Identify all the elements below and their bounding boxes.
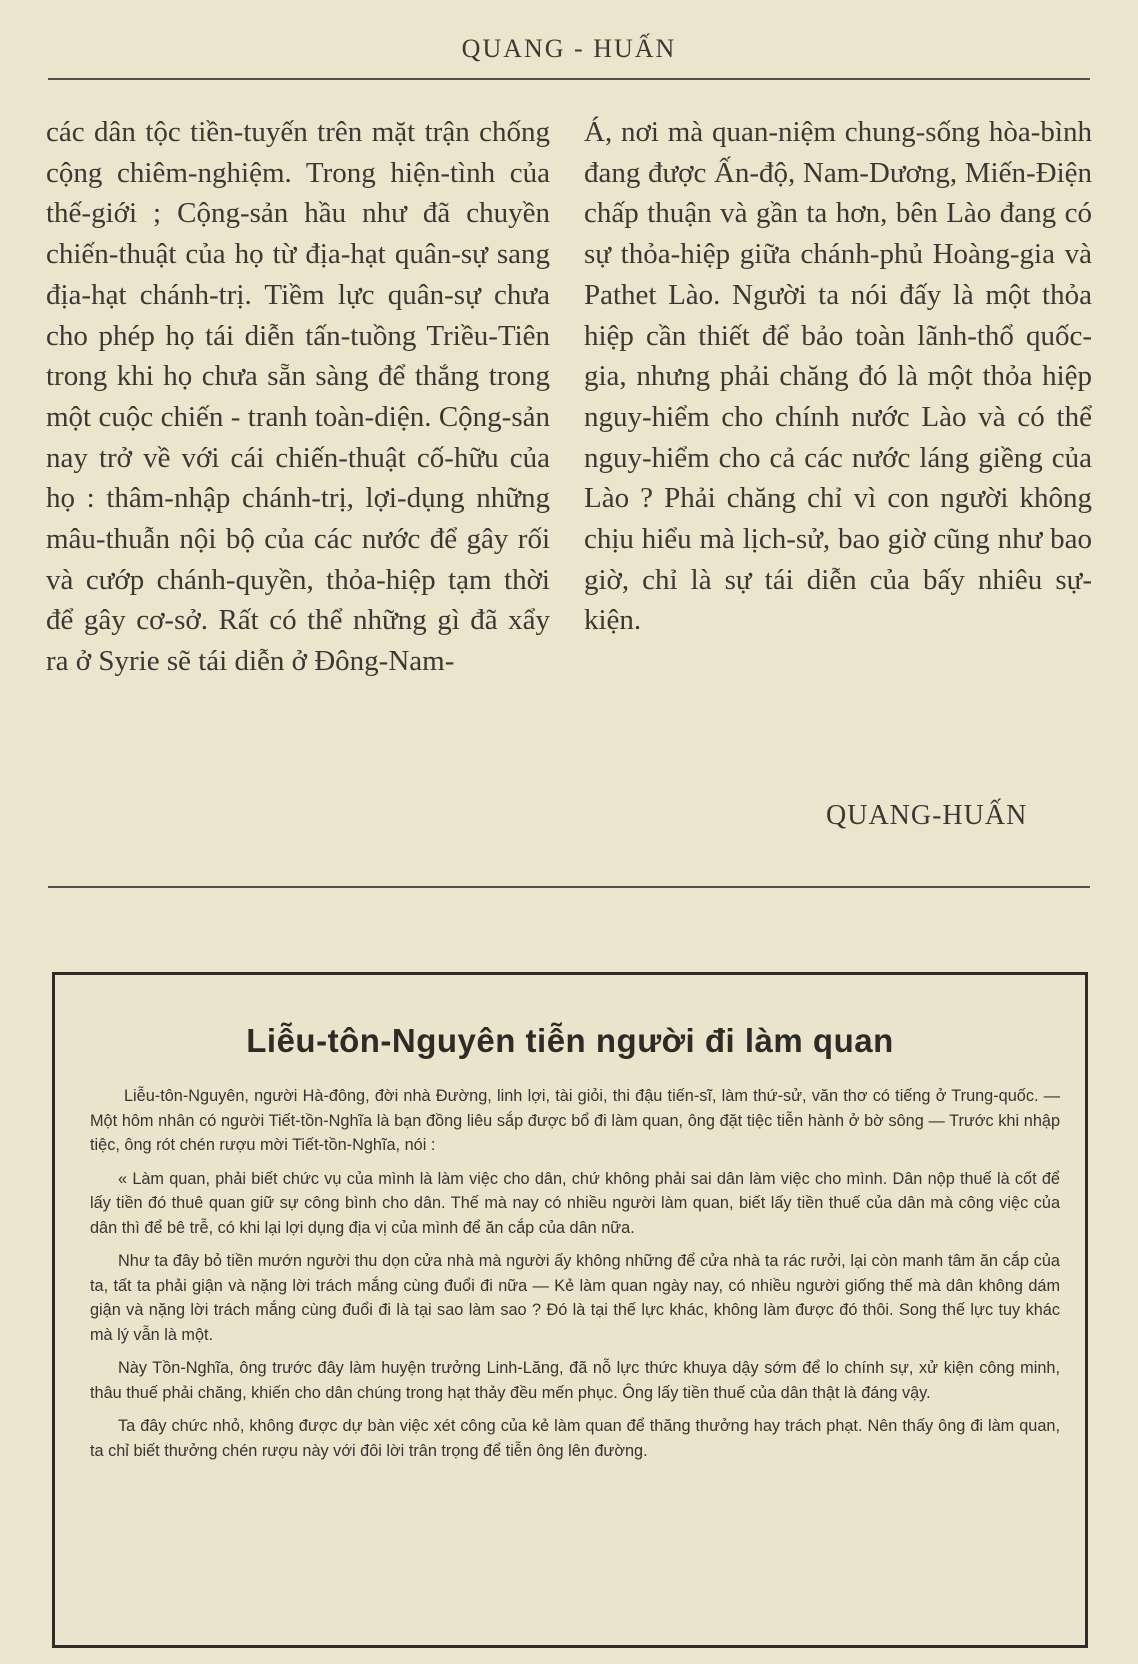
- boxed-story-paragraph: Ta đây chức nhỏ, không được dự bàn việc xét công của kẻ làm quan để thăng thưởng hay trách phạt. Nên thấy ông đi làm quan, ta chỉ biết thưởng chén rượu này với đôi lời trân trọng để tiễn ông lên đường.: [90, 1417, 1060, 1460]
- running-head-title: QUANG - HUẤN: [461, 34, 677, 63]
- article-column-right: [584, 112, 1092, 641]
- boxed-story-body: [90, 1084, 1060, 1472]
- article-text-right: Á, nơi mà quan-niệm chung-sống hòa-bình đang được Ấn-độ, Nam-Dương, Miến-Điện chấp thuận và gần ta hơn, bên Lào đang có sự thỏa-hiệp giữa chánh-phủ Hoàng-gia và Pathet Lào. Người ta nói đấy là một thỏa hiệp cần thiết để bảo toàn lãnh-thổ quốc-gia, nhưng phải chăng đó là một thỏa hiệp nguy-hiểm cho chính nước Lào và có thể nguy-hiểm cho cả các nước láng giềng của Lào ? Phải chăng chỉ vì con người không chịu hiểu mà lịch-sử, bao giờ cũng như bao giờ, chỉ là sự tái diễn của bấy nhiêu sự-kiện.: [584, 116, 1092, 637]
- article-column-left: [46, 112, 550, 682]
- boxed-story-paragraph: Liễu-tôn-Nguyên, người Hà-đông, đời nhà Đường, linh lợi, tài giỏi, thi đậu tiến-sĩ, làm thứ-sử, văn thơ có tiếng ở Trung-quốc. — Một hôm nhân có người Tiết-tồn-Nghĩa là bạn đồng liêu sắp được bổ đi làm quan, ông đặt tiệc tiễn hành ở bờ sông — Trước khi nhập tiệc, ông rót chén rượu mời Tiết-tồn-Nghĩa, nói :: [90, 1087, 1060, 1154]
- boxed-story-paragraph: « Làm quan, phải biết chức vụ của mình là làm việc cho dân, chứ không phải sai dân làm việc cho mình. Dân nộp thuế là cốt để lấy tiền đó thuê quan giữ sự công bình cho dân. Thế mà nay có nhiều người làm quan, biết lấy tiền thuế của dân mà công việc của dân thì để bê trễ, có khi lại lợi dụng địa vị của mình để ăn cắp của dân nữa.: [90, 1169, 1060, 1237]
- section-divider: [48, 886, 1090, 888]
- header-rule: [48, 78, 1090, 80]
- boxed-story-paragraph: Như ta đây bỏ tiền mướn người thu dọn cửa nhà mà người ấy không những để cửa nhà ta rác rưởi, lại còn manh tâm ăn cắp của ta, tất ta phải giận và nặng lời trách mắng cùng đuổi đi nữa — Kẻ làm quan ngày nay, có nhiều người giống thế mà dân không dám giận và nặng lời trách mắng cùng đuổi đi là tại sao làm sao ? Đó là tại thế lực khác, không làm được đó thôi. Song thế lực tuy khác mà lý vẫn là một.: [90, 1252, 1060, 1344]
- author-signature: QUANG-HUẤN: [826, 800, 1028, 831]
- boxed-story-title: Liễu-tôn-Nguyên tiễn người đi làm quan: [246, 1022, 894, 1059]
- article-text-left: các dân tộc tiền-tuyến trên mặt trận chống cộng chiêm-nghiệm. Trong hiện-tình của thế-giới ; Cộng-sản hầu như đã chuyền chiến-thuật của họ từ địa-hạt quân-sự sang địa-hạt chánh-trị. Tiềm lực quân-sự chưa cho phép họ tái diễn tấn-tuồng Triều-Tiên trong khi họ chưa sẵn sàng để thắng trong một cuộc chiến - tranh toàn-diện. Cộng-sản nay trở về với cái chiến-thuật cố-hữu của họ : thâm-nhập chánh-trị, lợi-dụng những mâu-thuẫn nội bộ của các nước để gây rối và cướp chánh-quyền, thỏa-hiệp tạm thời để gây cơ-sở. Rất có thể những gì đã xẩy ra ở Syrie sẽ tái diễn ở Đông-Nam-: [46, 116, 550, 678]
- boxed-story-paragraph: Này Tồn-Nghĩa, ông trước đây làm huyện trưởng Linh-Lăng, đã nỗ lực thức khuya dậy sớm để lo chính sự, xử kiện công minh, thâu thuế phải chăng, khiến cho dân chúng trong hạt thảy đều mến phục. Ông lấy tiền thuế của dân thật là đáng vậy.: [90, 1359, 1060, 1402]
